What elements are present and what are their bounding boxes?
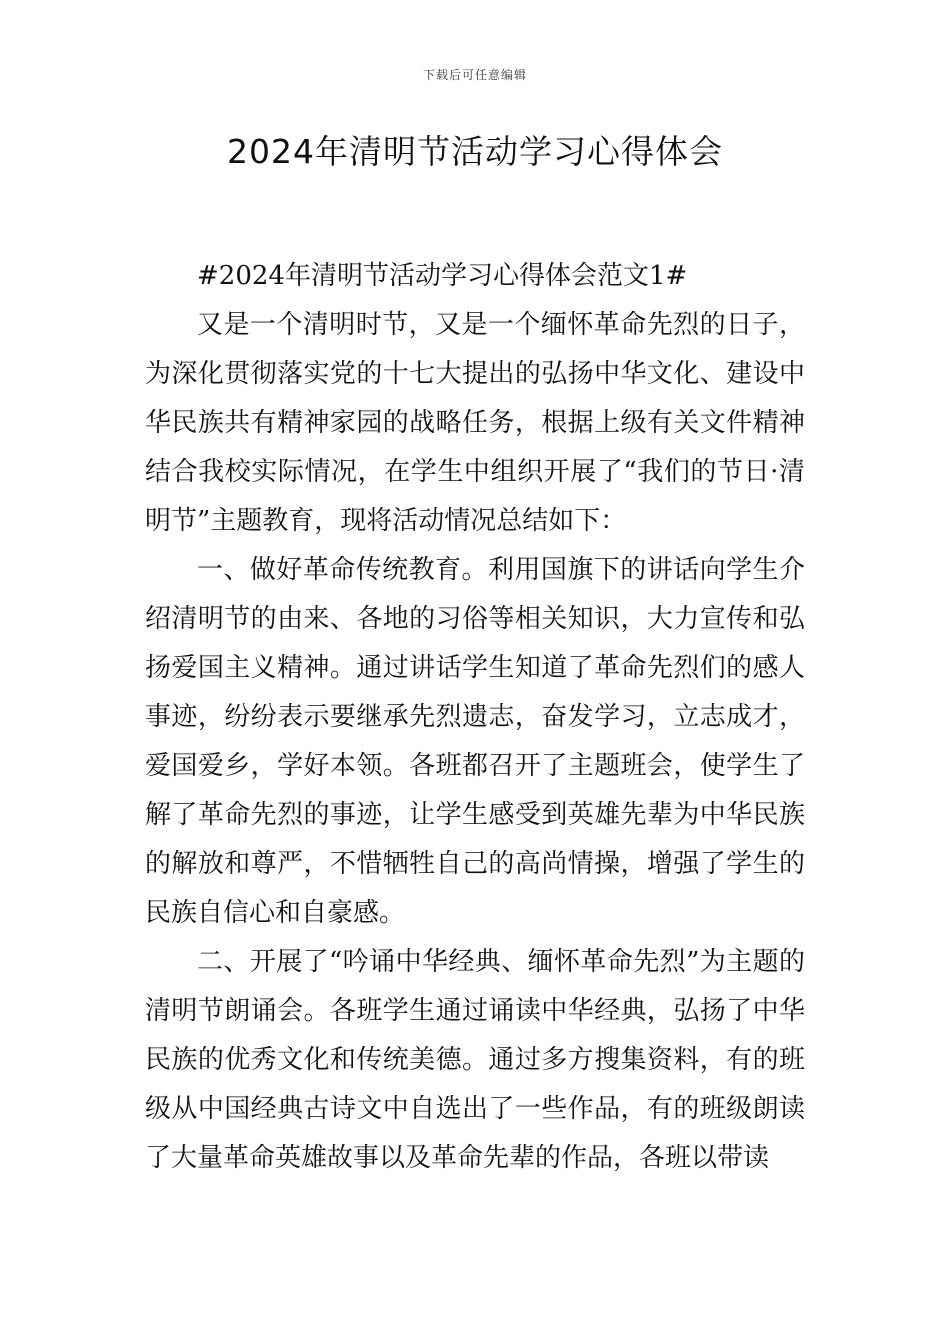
paragraph-section-two: 二、开展了“吟诵中华经典、缅怀革命先烈”为主题的清明节朗诵会。各班学生通过诵读中华经典，弘扬了中华民族的优秀文化和传统美德。通过多方搜集资料，有的班级从中国经典古诗文中自选出了一些作品，有的班级朗读了大量革命英雄故事以及革命先辈的作品，各班以带读 (145, 947, 805, 1173)
document-title: 2024年清明节活动学习心得体会 (227, 132, 723, 171)
paragraph-intro: 又是一个清明时节，又是一个缅怀革命先烈的日子，为深化贯彻落实党的十七大提出的弘扬中华文化、建设中华民族共有精神家园的战略任务，根据上级有关文件精神结合我校实际情况，在学生中组织开展了“我们的节日·清明节”主题教育，现将活动情况总结如下： (145, 310, 805, 536)
document-body (145, 252, 805, 1183)
paragraph-section-one: 一、做好革命传统教育。利用国旗下的讲话向学生介绍清明节的由来、各地的习俗等相关知识，大力宣传和弘扬爱国主义精神。通过讲话学生知道了革命先烈们的感人事迹，纷纷表示要继承先烈遗志，奋发学习，立志成才，爱国爱乡，学好本领。各班都召开了主题班会，使学生了解了革命先烈的事迹，让学生感受到英雄先辈为中华民族的解放和尊严，不惜牺牲自己的高尚情操，增强了学生的民族自信心和自豪感。 (145, 555, 805, 928)
section-heading: #2024年清明节活动学习心得体会范文1# (197, 261, 688, 291)
header-note: 下载后可任意编辑 (422, 68, 527, 82)
